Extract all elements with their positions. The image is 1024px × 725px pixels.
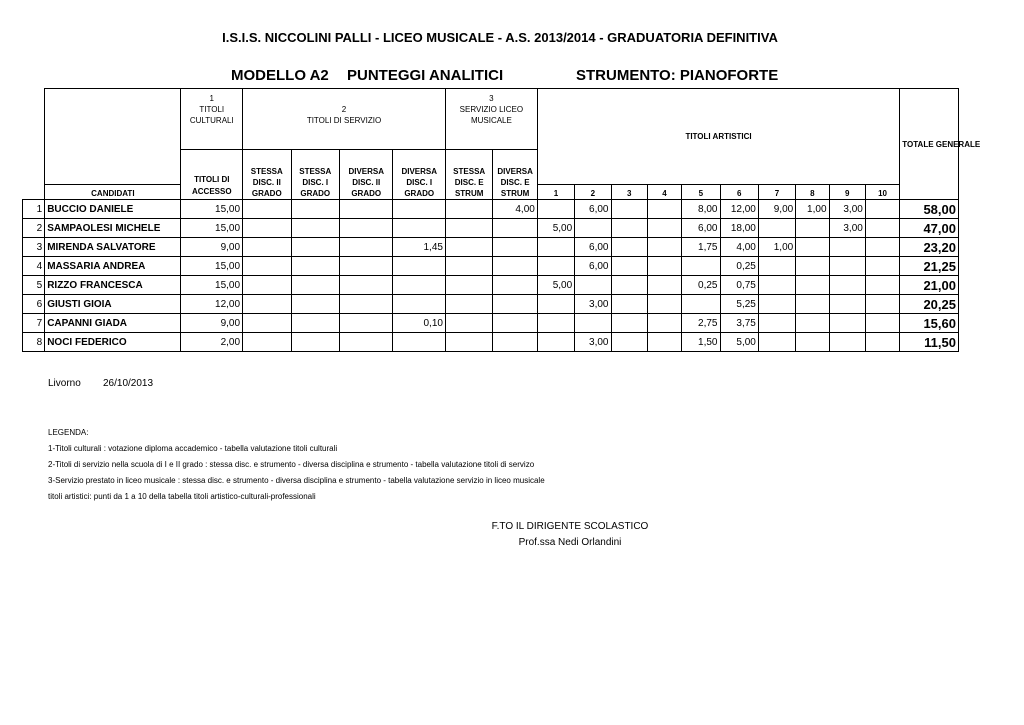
accesso-score: 15,00 (181, 219, 243, 238)
service-score (243, 219, 291, 238)
group3-header (445, 89, 537, 150)
service-score (393, 333, 446, 352)
table-row (23, 314, 959, 333)
artist-col-header: 5 (682, 185, 720, 200)
service-score (339, 200, 393, 219)
artistic-score: 1,00 (796, 200, 829, 219)
service-score (339, 314, 393, 333)
service-score (339, 257, 393, 276)
artistic-score (865, 276, 899, 295)
artistic-score: 6,00 (575, 200, 611, 219)
group2-header (243, 89, 446, 150)
accesso-score: 15,00 (181, 200, 243, 219)
artistic-score (796, 238, 829, 257)
legend-line-3: 3-Servizio prestato in liceo musicale : stessa disc. e strumento - diversa disciplina e strumento - tabella valutazione servizio in liceo musicale (48, 476, 545, 485)
artistic-score: 0,25 (682, 276, 720, 295)
artistic-score: 4,00 (720, 238, 758, 257)
signature-name: Prof.ssa Nedi Orlandini (518, 537, 622, 548)
row-index: 4 (23, 257, 45, 276)
artistic-score: 6,00 (682, 219, 720, 238)
artistic-score: 12,00 (720, 200, 758, 219)
artistic-score (647, 333, 681, 352)
artistic-score (829, 238, 865, 257)
artistic-score (537, 314, 574, 333)
service-score (393, 219, 446, 238)
service-score (445, 333, 492, 352)
service-score (445, 314, 492, 333)
artistic-score: 3,00 (575, 333, 611, 352)
artistic-score (647, 295, 681, 314)
artistic-score (829, 333, 865, 352)
artistic-score (796, 276, 829, 295)
artistic-score (575, 276, 611, 295)
total-score: 15,60 (900, 314, 959, 333)
service-score (393, 295, 446, 314)
artistic-score (865, 314, 899, 333)
total-score: 21,25 (900, 257, 959, 276)
service-score (493, 295, 537, 314)
service-score (393, 200, 446, 219)
table-row (23, 238, 959, 257)
ranking-table (22, 88, 981, 352)
service-score (291, 257, 339, 276)
artistic-score (647, 314, 681, 333)
artist-col-header: 6 (720, 185, 758, 200)
artistic-score (611, 314, 647, 333)
artistic-score (865, 219, 899, 238)
row-index: 8 (23, 333, 45, 352)
artistic-score: 1,75 (682, 238, 720, 257)
artistic-score (758, 333, 795, 352)
service-score (445, 257, 492, 276)
artistic-score: 5,00 (720, 333, 758, 352)
accesso-score: 15,00 (181, 257, 243, 276)
service-score (445, 219, 492, 238)
row-index: 3 (23, 238, 45, 257)
signature-role: F.TO IL DIRIGENTE SCOLASTICO (491, 521, 649, 532)
service-score (493, 219, 537, 238)
candidate-name: RIZZO FRANCESCA (45, 276, 181, 295)
artistic-score: 3,00 (829, 200, 865, 219)
artistic-score: 3,00 (575, 295, 611, 314)
place-label: Livorno (48, 378, 81, 389)
artist-col-header: 9 (829, 185, 865, 200)
service-score (393, 276, 446, 295)
artistic-score (758, 314, 795, 333)
artistic-score (865, 200, 899, 219)
group3-label: SERVIZIO LICEO MUSICALE (459, 105, 524, 125)
artist-col-header: 8 (796, 185, 829, 200)
candidate-name: CAPANNI GIADA (45, 314, 181, 333)
artistic-score (829, 257, 865, 276)
total-score: 21,00 (900, 276, 959, 295)
artistic-score: 5,25 (720, 295, 758, 314)
service-score (339, 238, 393, 257)
artistic-score: 18,00 (720, 219, 758, 238)
service-score (493, 238, 537, 257)
service-score (339, 219, 393, 238)
candidati-header: CANDIDATI (45, 185, 181, 200)
service-score (291, 219, 339, 238)
artistic-score: 2,75 (682, 314, 720, 333)
artistic-score (758, 295, 795, 314)
artistic-score (865, 295, 899, 314)
artistic-score: 5,00 (537, 276, 574, 295)
service-score (393, 257, 446, 276)
artistic-score: 5,00 (537, 219, 574, 238)
artistic-score (865, 238, 899, 257)
table-row (23, 333, 959, 352)
service-score (493, 314, 537, 333)
service-score (291, 333, 339, 352)
legend-line-4: titoli artistici: punti da 1 a 10 della tabella titoli artistico-culturali-professionali (48, 492, 316, 501)
artistic-score: 8,00 (682, 200, 720, 219)
artistic-score (796, 295, 829, 314)
document-title: I.S.I.S. NICCOLINI PALLI - LICEO MUSICALE - A.S. 2013/2014 - GRADUATORIA DEFINITIVA (222, 30, 778, 45)
sub-col-header: DIVERSA DISC. II GRADO (339, 150, 393, 200)
punteggi-label: PUNTEGGI ANALITICI (347, 67, 504, 84)
table-row (23, 200, 959, 219)
artistic-score (796, 333, 829, 352)
artistic-score (611, 295, 647, 314)
artistic-score (647, 257, 681, 276)
total-score: 47,00 (900, 219, 959, 238)
artistic-score (758, 257, 795, 276)
accesso-score: 9,00 (181, 238, 243, 257)
service-score (243, 238, 291, 257)
service-score (493, 276, 537, 295)
table-row (23, 295, 959, 314)
totale-label: TOTALE GENERALE (902, 139, 981, 149)
artistic-score (829, 276, 865, 295)
accesso-score: 2,00 (181, 333, 243, 352)
artist-col-header: 10 (865, 185, 899, 200)
candidate-name: SAMPAOLESI MICHELE (45, 219, 181, 238)
service-score (243, 295, 291, 314)
strumento-label: STRUMENTO: PIANOFORTE (576, 67, 779, 84)
artistic-score (865, 257, 899, 276)
artistic-score: 0,25 (720, 257, 758, 276)
artistic-score (682, 257, 720, 276)
artistic-score (611, 276, 647, 295)
artistic-score (611, 238, 647, 257)
sub-col-header: STESSA DISC. E STRUM (445, 150, 492, 200)
artist-col-header: 7 (758, 185, 795, 200)
service-score (493, 333, 537, 352)
artistic-score: 6,00 (575, 257, 611, 276)
row-index: 7 (23, 314, 45, 333)
artistic-score (829, 314, 865, 333)
artistic-score (796, 219, 829, 238)
artist-col-header: 4 (647, 185, 681, 200)
artistic-score: 6,00 (575, 238, 611, 257)
group3-number: 3 (489, 94, 494, 103)
artistic-score: 3,00 (829, 219, 865, 238)
candidate-name: BUCCIO DANIELE (45, 200, 181, 219)
table-row (23, 219, 959, 238)
artistic-score (611, 333, 647, 352)
artist-col-header: 3 (611, 185, 647, 200)
artistic-score (537, 295, 574, 314)
artistic-score (575, 314, 611, 333)
modello-label: MODELLO A2 (231, 67, 329, 84)
candidate-name: MASSARIA ANDREA (45, 257, 181, 276)
artistic-score (647, 219, 681, 238)
sub-col-header: STESSA DISC. I GRADO (291, 150, 339, 200)
service-score (243, 257, 291, 276)
total-score: 58,00 (900, 200, 959, 219)
artistic-score (537, 200, 574, 219)
legend-line-2: 2-Titoli di servizio nella scuola di I e II grado : stessa disc. e strumento - diversa disciplina e strumento - tabella valutazione titoli di servizo (48, 460, 535, 469)
artistic-score (796, 314, 829, 333)
candidate-name: NOCI FEDERICO (45, 333, 181, 352)
totale-generale-header (900, 89, 981, 200)
artistic-score (647, 238, 681, 257)
date-label: 26/10/2013 (103, 378, 154, 389)
candidati-header-top (45, 89, 181, 185)
service-score (243, 314, 291, 333)
service-score (493, 257, 537, 276)
artistic-score: 1,00 (758, 238, 795, 257)
artistic-score (575, 219, 611, 238)
artistic-score (537, 257, 574, 276)
artistic-score (611, 200, 647, 219)
group1-label: TITOLI CULTURALI (189, 105, 234, 125)
artistic-score (611, 219, 647, 238)
row-index: 6 (23, 295, 45, 314)
artistic-score (796, 257, 829, 276)
service-score: 1,45 (393, 238, 446, 257)
artist-col-header: 2 (575, 185, 611, 200)
sub-col-header: DIVERSA DISC. I GRADO (393, 150, 446, 200)
artistic-score (537, 333, 574, 352)
service-score (339, 295, 393, 314)
row-index: 1 (23, 200, 45, 219)
service-score (291, 276, 339, 295)
service-score (445, 238, 492, 257)
titoli-artistici-header: TITOLI ARTISTICI (537, 89, 899, 185)
group2-number: 2 (341, 105, 347, 114)
accesso-label: ACCESSO (181, 185, 243, 200)
artist-col-header: 1 (537, 185, 574, 200)
artistic-score (682, 295, 720, 314)
titoli-di-label: TITOLI DI (181, 150, 243, 185)
artistic-score (537, 238, 574, 257)
service-score (445, 200, 492, 219)
artistic-score (647, 276, 681, 295)
group1-number: 1 (209, 94, 214, 103)
service-score (243, 200, 291, 219)
accesso-score: 15,00 (181, 276, 243, 295)
blank-index-header (23, 89, 45, 200)
service-score: 0,10 (393, 314, 446, 333)
group1-header (181, 89, 243, 150)
row-index: 2 (23, 219, 45, 238)
service-score (339, 333, 393, 352)
artistic-score: 1,50 (682, 333, 720, 352)
artistic-score (865, 333, 899, 352)
candidate-name: GIUSTI GIOIA (45, 295, 181, 314)
artistic-score (758, 219, 795, 238)
total-score: 20,25 (900, 295, 959, 314)
table-row (23, 257, 959, 276)
service-score: 4,00 (493, 200, 537, 219)
service-score (291, 238, 339, 257)
table-row (23, 276, 959, 295)
candidate-name: MIRENDA SALVATORE (45, 238, 181, 257)
service-score (339, 276, 393, 295)
group2-label: TITOLI DI SERVIZIO (306, 116, 382, 125)
service-score (291, 295, 339, 314)
artistic-score (758, 276, 795, 295)
accesso-score: 12,00 (181, 295, 243, 314)
service-score (243, 333, 291, 352)
service-score (291, 314, 339, 333)
row-index: 5 (23, 276, 45, 295)
service-score (243, 276, 291, 295)
total-score: 23,20 (900, 238, 959, 257)
sub-col-header: DIVERSA DISC. E STRUM (493, 150, 537, 200)
service-score (445, 276, 492, 295)
artistic-score (829, 295, 865, 314)
accesso-score: 9,00 (181, 314, 243, 333)
total-score: 11,50 (900, 333, 959, 352)
artistic-score (647, 200, 681, 219)
sub-col-header: STESSA DISC. II GRADO (243, 150, 291, 200)
artistic-score (611, 257, 647, 276)
legend-line-1: 1-Titoli culturali : votazione diploma accademico - tabella valutazione titoli culturali (48, 444, 338, 453)
artistic-score: 9,00 (758, 200, 795, 219)
service-score (445, 295, 492, 314)
artistic-score: 3,75 (720, 314, 758, 333)
artistic-score: 0,75 (720, 276, 758, 295)
service-score (291, 200, 339, 219)
legend-title: LEGENDA: (48, 428, 89, 437)
